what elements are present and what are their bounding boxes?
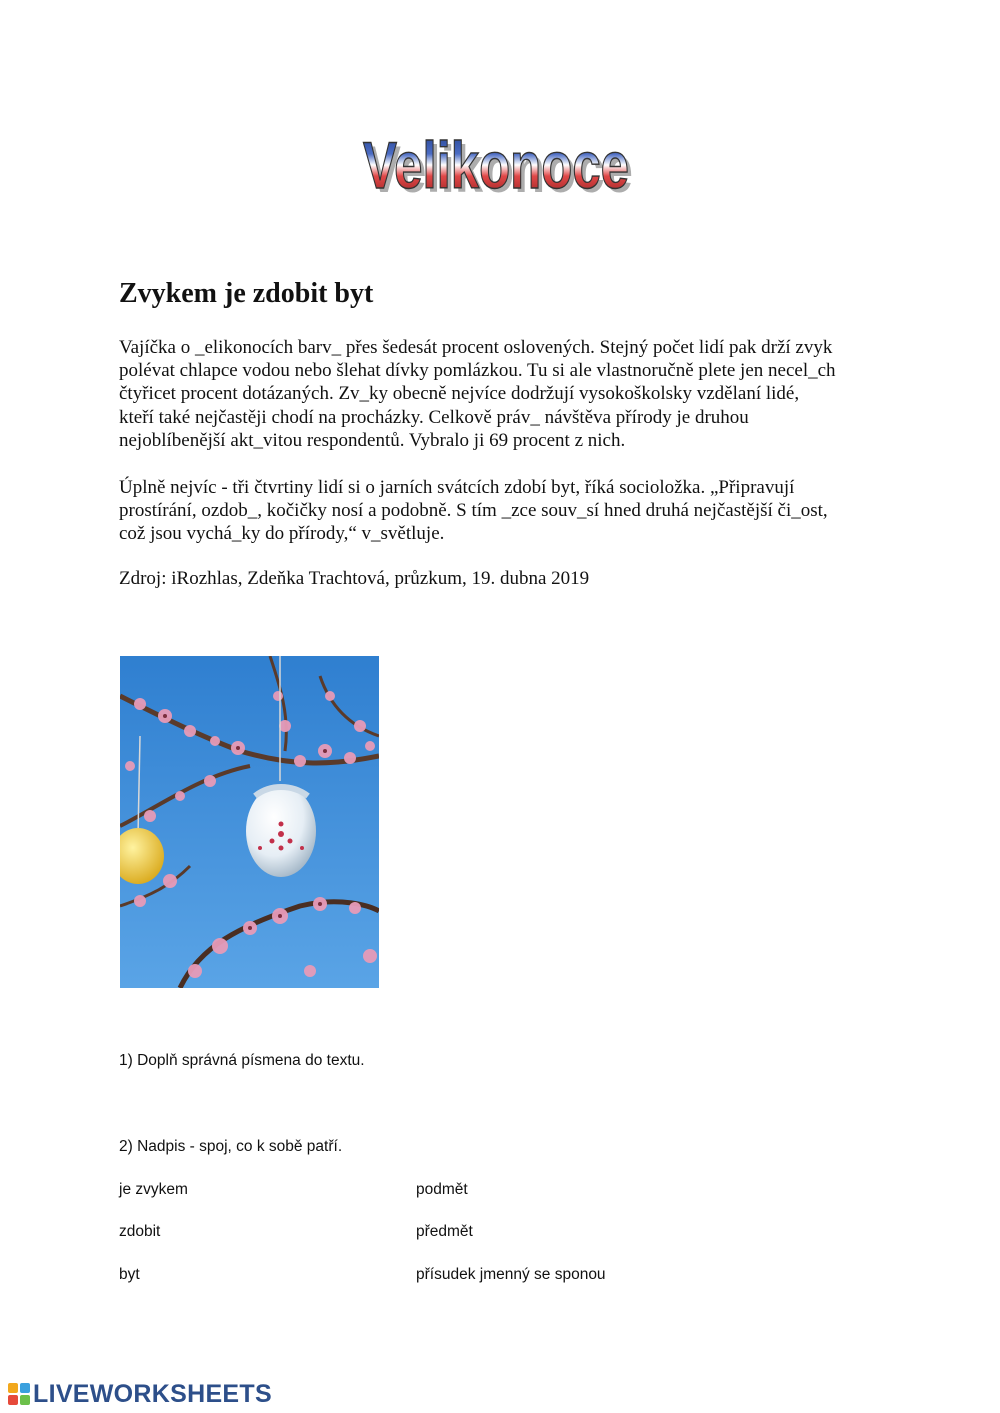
wordart-title <box>360 118 640 210</box>
brand-name: LIVEWORKSHEETS <box>33 1379 272 1408</box>
wordart-shadow: Velikonoce <box>367 132 633 206</box>
liveworksheets-brand[interactable] <box>8 1381 272 1407</box>
task-2: 2) Nadpis - spoj, co k sobě patří. <box>119 1138 343 1155</box>
match-right-item[interactable]: podmět <box>416 1181 468 1198</box>
paragraph-2: Úplně nejvíc - tři čtvrtiny lidí si o jarních svátcích zdobí byt, říká socioložka. „Připravují prostírání, ozdob_, kočičky nosí a podobně. S tím _zce souv_sí hned druhá nejčastější či_ost, což jsou vychá_ky do přírody,“ v_světluje. <box>119 477 828 545</box>
match-left-item[interactable]: je zvykem <box>119 1181 188 1198</box>
match-left-item[interactable]: zdobit <box>119 1223 161 1240</box>
match-left-item[interactable]: byt <box>119 1266 140 1283</box>
match-right-item[interactable]: přísudek jmenný se sponou <box>416 1266 606 1283</box>
liveworksheets-logo-icon <box>8 1383 30 1405</box>
task-1: 1) Doplň správná písmena do textu. <box>119 1052 365 1069</box>
wordart-text: Velikonoce <box>363 128 629 202</box>
easter-egg-branch-photo <box>120 656 379 988</box>
paragraph-1: Vajíčka o _elikonocích barv_ přes šedesát procent oslovených. Stejný počet lidí pak drží zvyk polévat chlapce vodou nebo šlehat dívky pomlázkou. Tu si ale vlastnoručně plete jen necel_ch čtyřicet procent dotázaných. Zv_ky obecně nejvíce dodržují vysokoškolsky vzdělaní lidé, kteří také nejčastěji chodí na procházky. Celkově práv_ návštěva přírody je druhou nejoblíbenější akt_vitou respondentů. Vybralo ji 69 procent z nich. <box>119 337 836 451</box>
match-right-item[interactable]: předmět <box>416 1223 473 1240</box>
article-heading: Zvykem je zdobit byt <box>119 278 374 309</box>
source-line: Zdroj: iRozhlas, Zdeňka Trachtová, průzkum, 19. dubna 2019 <box>119 568 590 589</box>
